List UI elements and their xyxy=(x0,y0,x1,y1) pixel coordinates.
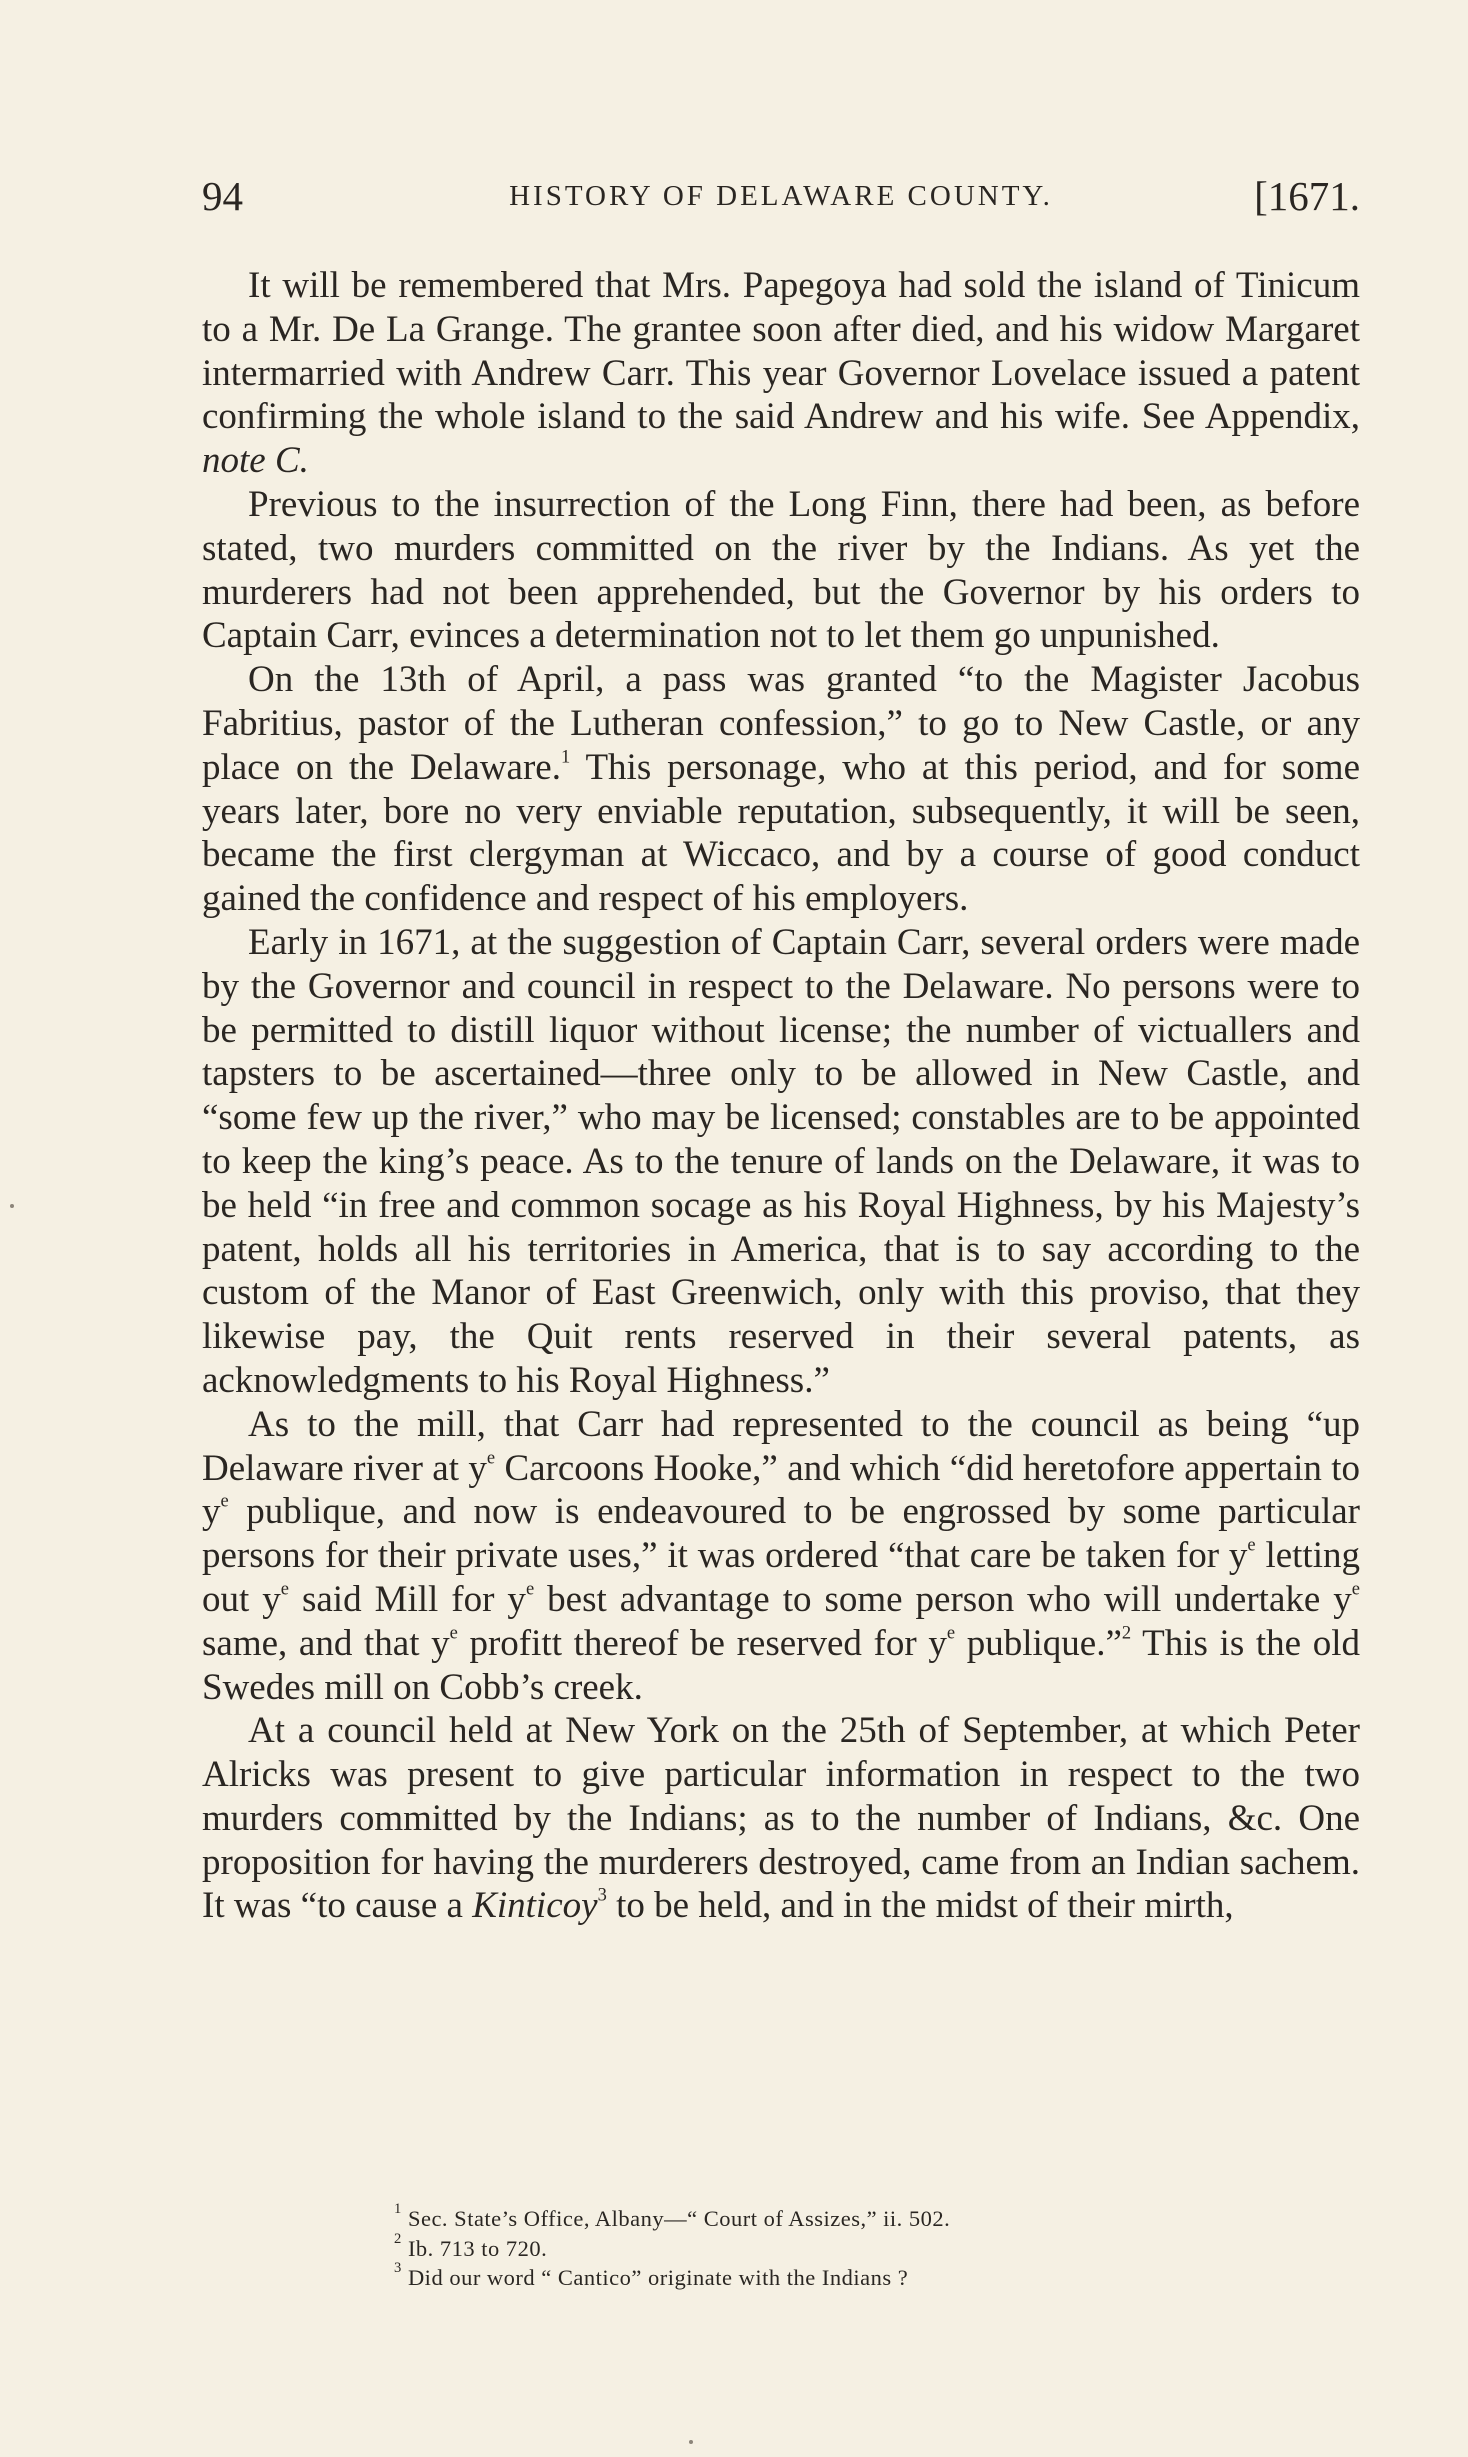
text-run: publique.” xyxy=(955,1622,1122,1664)
superscript: 2 xyxy=(1121,1623,1132,1644)
text-run: letting out y xyxy=(202,1535,1360,1620)
footnote-text: Did our word “ Cantico” originate with the Indians ? xyxy=(407,2265,909,2290)
text-run: profitt thereof be reserved for y xyxy=(457,1622,947,1664)
footnote-text: Ib. 713 to 720. xyxy=(407,2235,548,2261)
superscript: 1 xyxy=(560,747,571,768)
footnote-number: 1 xyxy=(394,2200,402,2217)
paragraph xyxy=(202,1403,1360,1710)
paragraph xyxy=(202,658,1360,921)
text-run: Previous to the insurrection of the Long Finn, there had been, as before stated, two murders committed on the river by the Indians. As yet the murderers had not been apprehended, but the Governor by his orders to Captain Carr, evinces a determination not to let them go unpunished. xyxy=(202,483,1360,657)
italic-run: Kinticoy xyxy=(472,1885,598,1927)
superscript: e xyxy=(220,1491,229,1512)
speck-mark xyxy=(689,2440,693,2444)
body-text xyxy=(202,264,1360,1928)
text-run: best advantage to some person who will undertake y xyxy=(534,1578,1352,1620)
superscript: e xyxy=(449,1623,458,1644)
text-run: As to the mill, that Carr had represented to the council as being “up Delaware river at y xyxy=(202,1403,1360,1489)
footnote-number: 2 xyxy=(394,2230,402,2247)
text-run: same, and that y xyxy=(202,1622,450,1664)
paragraph xyxy=(202,264,1360,483)
paragraph xyxy=(202,921,1360,1403)
text-run: At a council held at New York on the 25th of September, at which Peter Alricks was present to give particular information in respect to the two murders committed by the Indians; as to the number of Indians, &c. One proposition for having the murderers destroyed, came from an Indian sachem. It was “to cause a xyxy=(202,1710,1360,1927)
superscript: e xyxy=(486,1447,496,1468)
footnote-number: 3 xyxy=(394,2259,402,2276)
text-run: On the 13th of April, a pass was granted “to the Magister Jacobus Fabritius, pastor of the Lutheran confession,” to go to New Castle, or any place on the Delaware. xyxy=(202,659,1360,788)
header-year: [1671. xyxy=(1254,173,1360,219)
text-run: Early in 1671, at the suggestion of Captain Carr, several orders were made by the Governor and council in respect to the Delaware. No persons were to be permitted to distill liquor without license; the number of victuallers and tapsters to be ascertained—three only to be allowed in New Castle, and “some few up the river,” who may be licensed; constables are to be appointed to keep the king’s peace. As to the tenure of lands on the Delaware, it was to be held “in free and common socage as his Royal Highness, by his Majesty’s patent, holds all his territories in America, that is to say according to the custom of the Manor of East Greenwich, only with this proviso, that they likewise pay, the Quit rents reserved in their several patents, as acknowledgments to his Royal Highness.” xyxy=(202,921,1360,1401)
page-number: 94 xyxy=(202,173,243,219)
running-header xyxy=(202,172,1360,232)
footnote xyxy=(394,2259,1274,2293)
superscript: e xyxy=(280,1579,289,1600)
text-run: said Mill for y xyxy=(289,1578,526,1620)
text-run: to be held, and in the midst of their mirth, xyxy=(606,1885,1234,1927)
footnote-text: Sec. State’s Office, Albany—“ Court of Assizes,” ii. 502. xyxy=(407,2206,951,2231)
text-run: This is the old Swedes mill on Cobb’s creek. xyxy=(202,1622,1361,1708)
text-run: This personage, who at this period, and for some years later, bore no very enviable reputation, subsequently, it will be seen, became the first clergyman at Wiccaco, and by a course of good conduct gained the confidence and respect of his employers. xyxy=(202,746,1361,920)
speck-mark xyxy=(10,1204,14,1208)
running-title: HISTORY OF DELAWARE COUNTY. xyxy=(509,180,1053,212)
italic-run: note C. xyxy=(202,440,309,482)
superscript: e xyxy=(1351,1579,1361,1600)
footnotes xyxy=(394,2200,1274,2293)
text-run: Carcoons Hooke,” and which “did heretofore appertain to y xyxy=(202,1447,1360,1533)
superscript: e xyxy=(525,1579,535,1600)
text-run: It will be remembered that Mrs. Papegoya had sold the island of Tinicum to a Mr. De La Grange. The grantee soon after died, and his widow Margaret intermarried with Andrew Carr. This year Governor Lovelace issued a patent confirming the whole island to the said Andrew and his wife. See Appendix, xyxy=(202,265,1360,438)
footnote xyxy=(394,2230,1274,2264)
paragraph xyxy=(202,483,1360,658)
paragraph xyxy=(202,1709,1360,1928)
superscript: e xyxy=(1247,1535,1256,1556)
text-run: publique, and now is endeavoured to be engrossed by some particular persons for their private uses,” it was ordered “that care be taken for y xyxy=(202,1491,1360,1577)
superscript: e xyxy=(946,1623,956,1644)
footnote xyxy=(394,2200,1274,2234)
superscript: 3 xyxy=(597,1885,607,1906)
